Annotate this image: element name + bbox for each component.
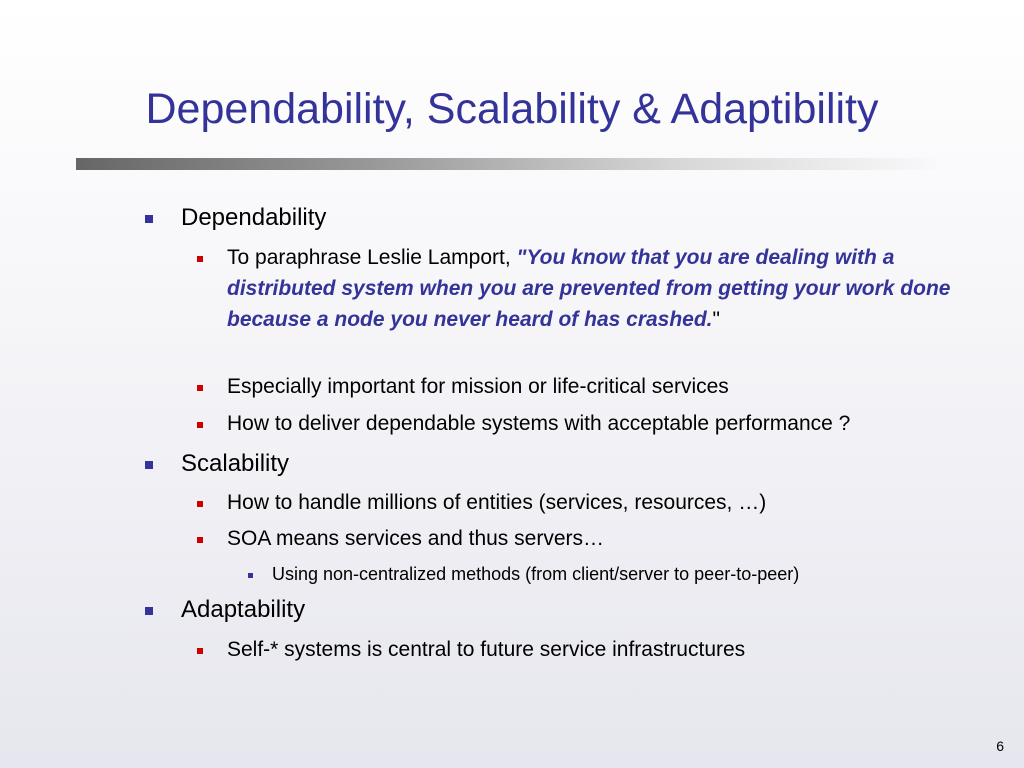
square-bullet-icon xyxy=(145,607,153,615)
list-item: Self-* systems is central to future service infrastructures xyxy=(227,638,746,661)
square-bullet-icon xyxy=(197,501,203,507)
section-heading-adaptability: Adaptability xyxy=(181,596,306,623)
square-bullet-icon xyxy=(197,385,203,391)
lamport-quote-item xyxy=(227,242,1007,335)
section-heading-scalability: Scalability xyxy=(181,450,290,477)
square-bullet-icon xyxy=(145,461,153,469)
square-bullet-icon xyxy=(248,573,253,578)
list-item: SOA means services and thus servers… xyxy=(227,527,604,550)
square-bullet-icon xyxy=(197,256,203,262)
sub-list-item: Using non-centralized methods (from client/server to peer-to-peer) xyxy=(272,564,800,584)
square-bullet-icon xyxy=(145,215,153,223)
quote-suffix: " xyxy=(712,308,720,331)
list-item: Especially important for mission or life-critical services xyxy=(227,375,729,398)
square-bullet-icon xyxy=(197,422,203,428)
lamport-quote: "You know that you are dealing with a distributed system when you are prevented from getting your work done because a node you never heard of has crashed. xyxy=(227,246,951,331)
list-item: How to handle millions of entities (services, resources, …) xyxy=(227,491,767,514)
list-item: How to deliver dependable systems with acceptable performance ? xyxy=(227,412,851,435)
slide-title: Dependability, Scalability & Adaptibility xyxy=(145,85,879,133)
quote-prefix: To paraphrase Leslie Lamport, xyxy=(227,246,517,269)
page-number: 6 xyxy=(996,738,1004,754)
square-bullet-icon xyxy=(197,648,203,654)
section-heading-dependability: Dependability xyxy=(181,204,327,231)
square-bullet-icon xyxy=(197,537,203,543)
